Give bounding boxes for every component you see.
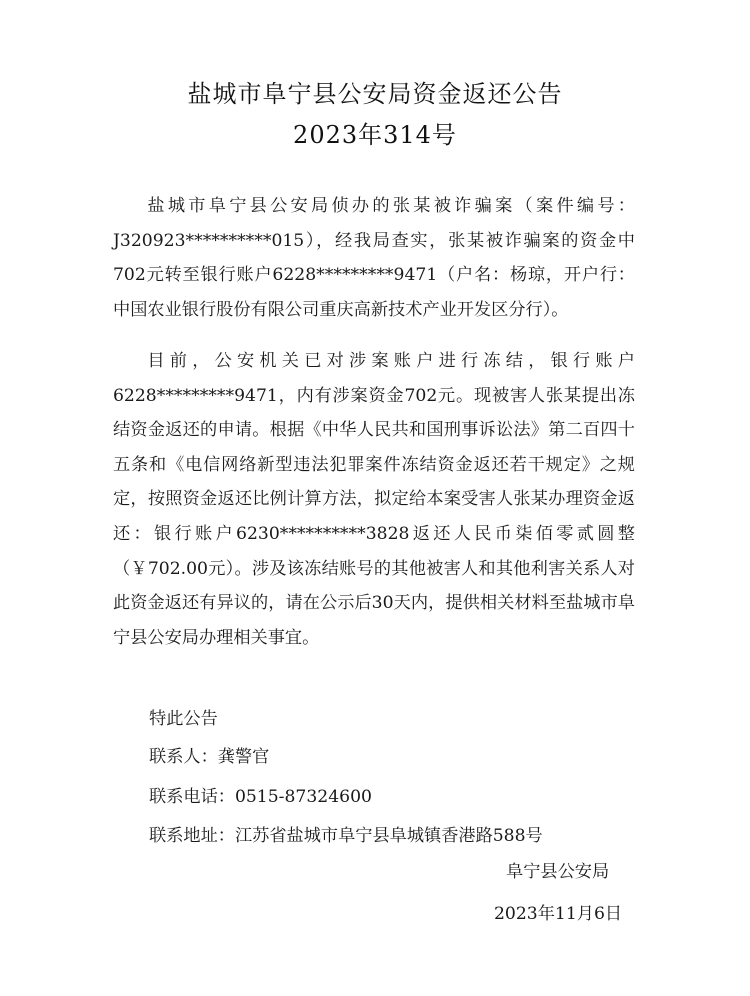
contact-person: 联系人：龚警官 <box>149 747 270 767</box>
paragraph-case-details: 盐城市阜宁县公安局侦办的张某被诈骗案（案件编号：J320923**********015），经我局查实，张某被诈骗案的资金中702元转至银行账户6228*********9471（户名：杨琼，开户行：中国农业银行股份有限公司重庆高新技术产业开发区分行）。 <box>113 196 635 320</box>
paragraph-refund-details: 目前，公安机关已对涉案账户进行冻结，银行账户6228*********9471，内有涉案资金702元。现被害人张某提出冻结资金返还的申请。根据《中华人民共和国刑事诉讼法》第二百四十五条和《电信网络新型违法犯罪案件冻结资金返还若干规定》之规定，按照资金返还比例计算方法，拟定给本案受害人张某办理资金返还：银行账户6230**********3828返还人民币柒佰零贰圆整（￥702.00元）。涉及该冻结账号的其他被害人和其他利害关系人对此资金返还有异议的，请在公示后30天内，提供相关材料至盐城市阜宁县公安局办理相关事宜。 <box>113 351 635 648</box>
contact-phone: 联系电话：0515-87324600 <box>149 787 372 807</box>
document-title: 盐城市阜宁县公安局资金返还公告 <box>187 80 563 108</box>
issuing-organization: 阜宁县公安局 <box>506 862 610 882</box>
contact-address: 联系地址：江苏省盐城市阜宁县阜城镇香港路588号 <box>149 826 543 846</box>
issue-date: 2023年11月6日 <box>494 904 623 924</box>
document-number: 2023年314号 <box>293 121 457 149</box>
closing-notice: 特此公告 <box>149 709 218 729</box>
